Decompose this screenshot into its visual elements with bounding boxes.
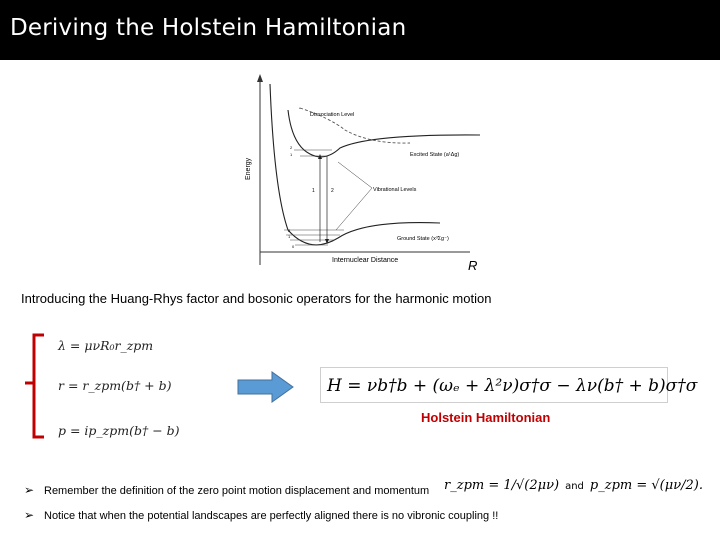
ground-level-number: 0 bbox=[292, 244, 295, 249]
potential-energy-diagram bbox=[240, 70, 490, 280]
red-bracket bbox=[22, 332, 46, 440]
slide-title: Deriving the Holstein Hamiltonian bbox=[10, 15, 407, 41]
transition-number: 1 bbox=[312, 188, 315, 194]
p-equation: p = ip_zpm(b† − b) bbox=[58, 423, 180, 438]
x-axis-symbol: R bbox=[468, 258, 478, 273]
excited-state-label: Excited State (a¹Δg) bbox=[410, 152, 460, 158]
right-arrow-icon bbox=[236, 370, 296, 404]
holstein-hamiltonian-label: Holstein Hamiltonian bbox=[421, 410, 551, 425]
bullet-text: Notice that when the potential landscapes are perfectly aligned there is no vibronic coupling !! bbox=[44, 510, 499, 522]
pointer-line bbox=[338, 162, 372, 188]
ground-state-curve bbox=[270, 84, 440, 245]
ground-level-number: 2 bbox=[288, 228, 291, 233]
r-equation: r = r_zpm(b† + b) bbox=[58, 378, 172, 393]
transition-number: 2 bbox=[331, 188, 334, 194]
bullet-item bbox=[24, 508, 498, 522]
excited-level-number: 1 bbox=[290, 152, 293, 157]
vibrational-levels-label: Vibrational Levels bbox=[373, 187, 417, 193]
zpm-definitions bbox=[444, 478, 703, 493]
intro-text: Introducing the Huang-Rhys factor and bosonic operators for the harmonic motion bbox=[21, 291, 492, 306]
excited-level-number: 2 bbox=[290, 145, 293, 150]
pointer-line bbox=[336, 188, 372, 230]
title-bar bbox=[0, 0, 720, 60]
lambda-equation: λ = μνR₀r_zpm bbox=[58, 338, 154, 353]
bullet-item bbox=[24, 483, 429, 497]
dissociation-label: Dissociation Level bbox=[310, 112, 355, 118]
holstein-hamiltonian-equation: H = νb†b + (ωₑ + λ²ν)σ†σ − λν(b† + b)σ†σ bbox=[320, 367, 668, 403]
p-zpm-definition: p_zpm = √(μν/2). bbox=[589, 478, 703, 493]
x-axis-label: Internuclear Distance bbox=[332, 257, 399, 264]
arrow-bullet-icon: ➢ bbox=[24, 508, 35, 522]
bullet-text: Remember the definition of the zero point motion displacement and momentum bbox=[44, 485, 430, 497]
arrow-bullet-icon: ➢ bbox=[24, 483, 35, 497]
r-zpm-definition: r_zpm = 1/√(2μν) bbox=[444, 478, 560, 493]
ground-state-label: Ground State (x³Σg⁻) bbox=[397, 236, 449, 242]
y-axis-arrow-icon bbox=[257, 74, 263, 82]
y-axis-label: Energy bbox=[245, 157, 252, 180]
zpm-and: and bbox=[565, 481, 584, 492]
ground-level-number: 1 bbox=[288, 234, 291, 239]
dissociation-marker: * bbox=[299, 106, 301, 111]
